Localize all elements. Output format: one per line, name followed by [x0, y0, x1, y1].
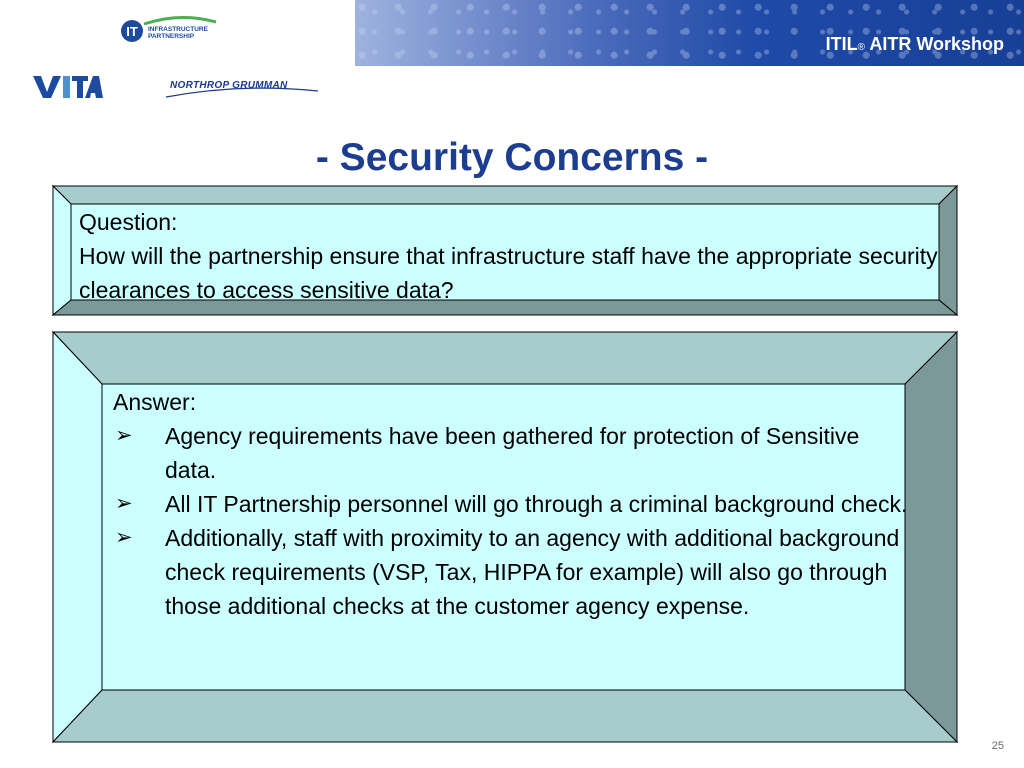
question-block	[79, 205, 939, 307]
answer-bullet: ➢ All IT Partnership personnel will go through a criminal background check.	[113, 487, 908, 521]
answer-bullets	[113, 419, 908, 623]
answer-bullet: ➢ Additionally, staff with proximity to an agency with additional background check requirements (VSP, Tax, HIPPA for example) will also go through those additional checks at the customer agency expense.	[113, 521, 908, 623]
svg-text:IT: IT	[126, 24, 138, 39]
arrow-bullet-icon: ➢	[115, 526, 133, 549]
arrow-bullet-icon: ➢	[115, 424, 133, 447]
slide-title: - Security Concerns -	[315, 136, 709, 179]
workshop-title: ITIL® AITR Workshop	[825, 34, 1004, 54]
it-partnership-wordmark: INFRASTRUCTURE PARTNERSHIP	[148, 26, 208, 40]
northrop-grumman-wordmark: NORTHROP GRUMMAN	[170, 80, 288, 91]
arrow-bullet-icon: ➢	[115, 492, 133, 515]
page-number: 25	[991, 740, 1004, 752]
answer-block	[113, 385, 908, 623]
question-label: Question:	[79, 209, 178, 235]
answer-label: Answer:	[113, 389, 197, 415]
question-text: How will the partnership ensure that infrastructure staff have the appropriate security clearances to access sensitive data?	[79, 243, 938, 303]
answer-bullet: ➢ Agency requirements have been gathered for protection of Sensitive data.	[113, 419, 908, 487]
